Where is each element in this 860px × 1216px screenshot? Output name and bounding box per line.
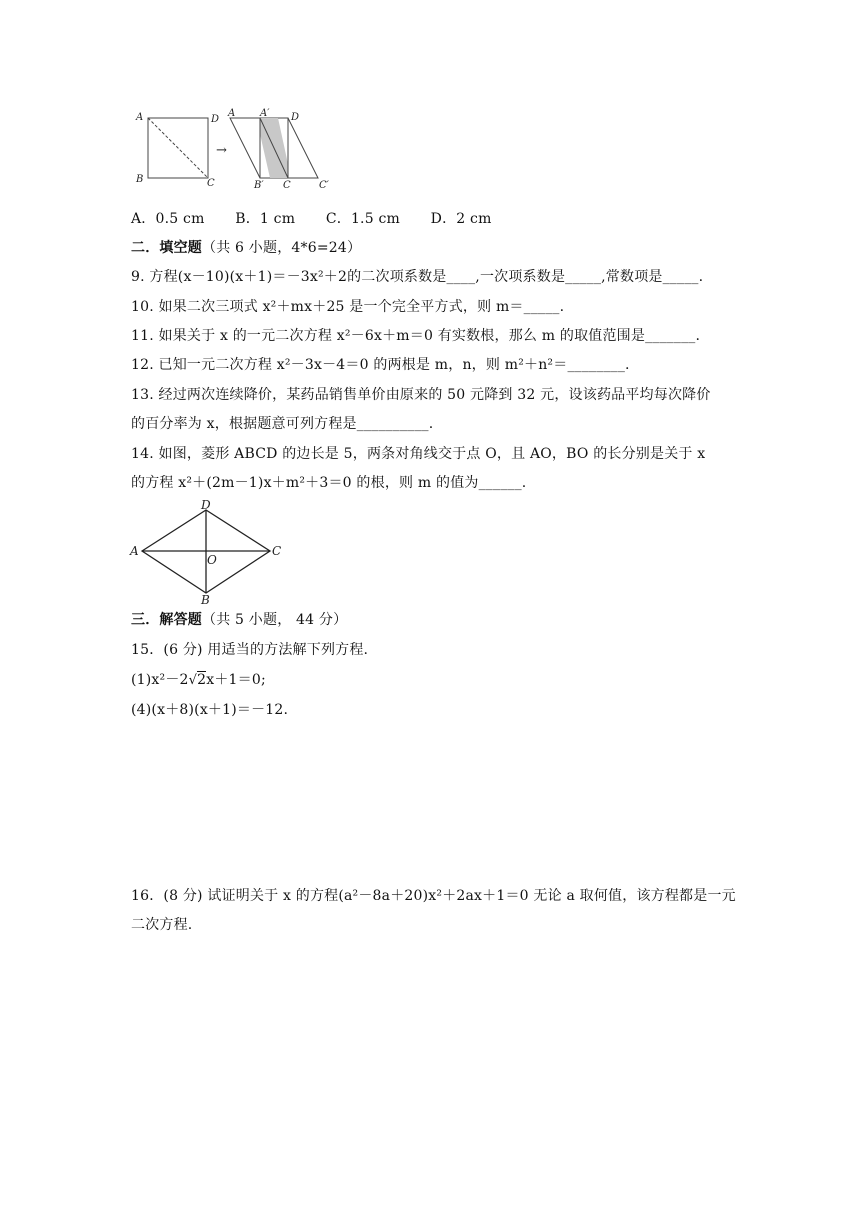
label-c-prime: C′ [319, 180, 329, 191]
diagonal-ac [148, 118, 208, 178]
label-c: C [207, 178, 215, 189]
question-14-line-2: 的方程 x²＋(2m－1)x＋m²＋3＝0 的根，则 m 的值为______. [131, 475, 527, 491]
rhombus-label-a: A [130, 544, 139, 558]
section-3-title: 三．解答题 [131, 612, 202, 628]
question-15-4: (4)(x＋8)(x＋1)＝－12. [131, 702, 289, 718]
option-d: D．2 cm [430, 211, 492, 227]
question-16-line-2: 二次方程. [131, 917, 193, 933]
option-c: C．1.5 cm [325, 211, 400, 227]
rhombus-label-o: O [207, 553, 217, 567]
question-9: 9. 方程(x－10)(x＋1)＝－3x²＋2的二次项系数是____,一次项系数是_____,常数项是_____. [131, 269, 704, 285]
question-15: 15．(6 分) 用适当的方法解下列方程. [131, 642, 369, 658]
question-13-line-2: 的百分率为 x，根据题意可列方程是__________. [131, 416, 434, 432]
question-12: 12. 已知一元二次方程 x²－3x－4＝0 的两根是 m，n，则 m²＋n²＝________. [131, 357, 630, 373]
question-11: 11. 如果关于 x 的一元二次方程 x²－6x＋m＝0 有实数根，那么 m 的取值范围是_______. [131, 328, 701, 344]
arrow-icon: → [216, 143, 227, 158]
label-d: D [211, 114, 220, 125]
rhombus-label-b: B [201, 593, 210, 606]
sqrt-radicand: 2 [197, 672, 207, 688]
section-2-heading [131, 239, 361, 257]
question-13-line-1: 13. 经过两次连续降价，某药品销售单价由原来的 50 元降到 32 元，设该药品平均每次降价 [131, 387, 711, 403]
label-b: B [136, 174, 144, 185]
square-transform-figure [130, 104, 340, 192]
sqrt-symbol: √ [188, 673, 198, 688]
label-a-prime: A′ [260, 108, 270, 119]
option-b: B．1 cm [235, 211, 296, 227]
section-2-title: 二．填空题 [131, 240, 202, 256]
rhombus-label-c: C [272, 544, 282, 558]
rhombus-label-d: D [201, 498, 211, 512]
option-a: A．0.5 cm [131, 211, 205, 227]
question-16-line-1: 16．(8 分) 试证明关于 x 的方程(a²－8a＋20)x²＋2ax＋1＝0 无论 a 取何值，该方程都是一元 [131, 888, 736, 904]
q8-options [131, 210, 518, 228]
question-14-line-1: 14. 如图，菱形 ABCD 的边长是 5，两条对角线交于点 O，且 AO，BO 的长分别是关于 x [131, 446, 706, 462]
label-d-right: D [291, 112, 300, 123]
question-15-1: (1)x²－2√2x＋1＝0; [131, 672, 266, 688]
label-a: A [136, 112, 144, 123]
rhombus-figure [128, 498, 290, 606]
label-a-right: A [228, 108, 236, 119]
section-3-heading [131, 611, 347, 629]
label-b-prime: B′ [254, 180, 264, 191]
section-3-note: （共 5 小题， 44 分） [202, 612, 348, 628]
label-c-right: C [283, 180, 291, 191]
section-2-note: （共 6 小题，4*6=24） [202, 240, 362, 256]
question-10: 10. 如果二次三项式 x²＋mx＋25 是一个完全平方式，则 m＝_____. [131, 299, 565, 315]
